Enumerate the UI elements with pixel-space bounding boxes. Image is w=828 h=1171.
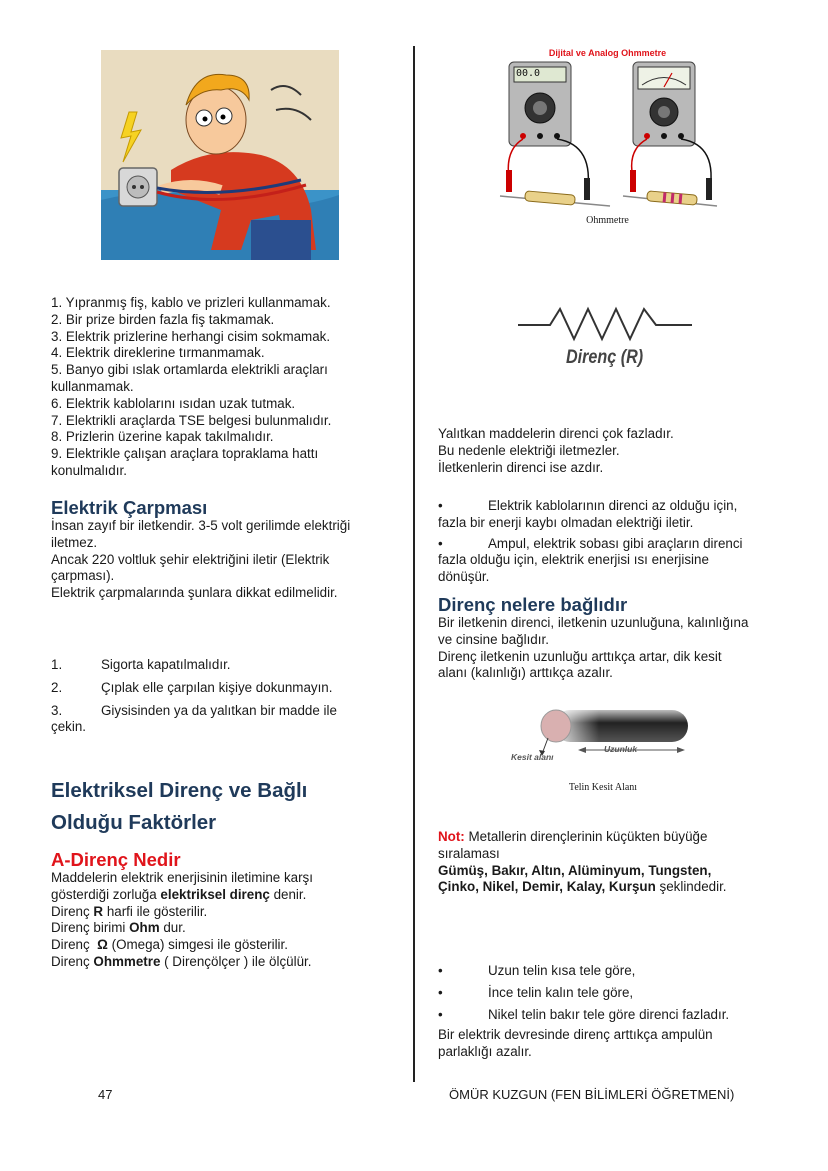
list-text-continuation: fazla olduğu için, elektrik enerjisi ısı enerjisine <box>438 552 709 568</box>
bold-term: Çinko, Nikel, Demir, Kalay, Kurşun <box>438 879 656 895</box>
list-item: 4. Elektrik direklerine tırmanmamak. <box>51 345 265 361</box>
bold-term: elektriksel direnç <box>160 886 270 902</box>
paragraph-line <box>438 863 788 880</box>
paragraph-line: Ancak 220 voltluk şehir elektriğini iletir (Elektrik <box>51 551 330 567</box>
what-is-resistance-heading: A-Direnç Nedir <box>51 849 181 870</box>
list-item: 7. Elektrikli araçlarda TSE belgesi bulunmalıdır. <box>51 412 332 428</box>
paragraph-line: Yalıtkan maddelerin direnci çok fazladır. <box>438 426 674 441</box>
list-number: 2. <box>51 679 63 695</box>
ohmmeter-figure <box>495 48 720 233</box>
list-text: Giysisinden ya da yalıtkan bir madde ile <box>101 702 337 718</box>
text-run: gösterdiği zorluğa <box>51 886 161 902</box>
text-run: Metallerin dirençlerinin küçükten büyüğe <box>464 829 708 844</box>
paragraph-line: İletkenlerin direnci ise azdır. <box>438 459 604 475</box>
text-run: Direnç <box>51 903 94 919</box>
electric-shock-illustration <box>101 50 339 260</box>
section-heading-line: Elektriksel Direnç ve Bağlı <box>51 779 308 802</box>
list-item: 1. Yıpranmış fiş, kablo ve prizleri kullanmamak. <box>51 295 331 310</box>
insulator-text <box>438 426 788 476</box>
conductor-bullets <box>438 498 788 586</box>
resistor-zigzag-icon <box>516 303 696 343</box>
list-item <box>438 498 788 515</box>
paragraph-line: ve cinsine bağlıdır. <box>438 631 549 647</box>
list-number: 1. <box>51 657 63 672</box>
digital-display-readout: 00.0 <box>516 68 541 79</box>
bold-term: Gümüş, Bakır, Altın, Alüminyum, Tungsten, <box>438 862 712 878</box>
paragraph-line: İnsan zayıf bir iletkendir. 3-5 volt gerilimde elektriği <box>51 518 351 533</box>
bold-term: Ohmmetre <box>93 953 161 969</box>
resistor-label: Direnç (R) <box>566 347 644 368</box>
note-block <box>438 829 788 896</box>
list-item: 2. Bir prize birden fazla fiş takmamak. <box>51 311 275 327</box>
list-text: İnce telin kalın tele göre, <box>488 984 634 1000</box>
safety-rules-list <box>51 295 401 480</box>
bullet-marker: • <box>438 498 443 513</box>
list-item: kullanmamak. <box>51 378 134 394</box>
note-label: Not: <box>438 829 465 844</box>
list-text: Ampul, elektrik sobası gibi araçların direnci <box>488 535 743 551</box>
bullet-marker: • <box>438 984 443 1000</box>
ohmmeter-drawing <box>495 60 720 218</box>
list-item: 3. Elektrik prizlerine herhangi cisim sokmamak. <box>51 328 331 344</box>
bold-term: R <box>93 903 104 919</box>
paragraph-line: Bir elektrik devresinde direnç arttıkça ampulün <box>438 1027 713 1043</box>
list-item: 5. Banyo gibi ıslak ortamlarda elektrikli araçları <box>51 362 328 378</box>
resistor-symbol <box>516 303 696 378</box>
list-number: 3. <box>51 702 63 718</box>
paragraph-line: çarpması). <box>51 568 115 584</box>
paragraph-line: Bir iletkenin direnci, iletkenin uzunluğuna, kalınlığına <box>438 615 749 630</box>
bold-term: Ohm <box>129 920 160 936</box>
electric-shock-text <box>51 518 401 602</box>
list-item <box>51 680 401 697</box>
list-item: konulmalıdır. <box>51 462 127 478</box>
paragraph-line: Maddelerin elektrik enerjisinin iletimine karşı <box>51 870 313 885</box>
bullet-marker: • <box>438 963 443 978</box>
wire-caption: Telin Kesit Alanı <box>568 782 638 793</box>
paragraph-line <box>51 954 401 971</box>
text-run: harfi ile gösterilir. <box>103 903 208 919</box>
omega-symbol: Ω <box>97 937 108 953</box>
list-text: Elektrik kablolarının direnci az olduğu için, <box>488 498 738 513</box>
list-item <box>51 703 401 720</box>
ohmmeter-figure-title: Dijital ve Analog Ohmmetre <box>548 48 667 58</box>
ohmmeter-caption: Ohmmetre <box>586 215 629 226</box>
comparison-bullets <box>438 963 788 1061</box>
paragraph-line: Direnç iletkenin uzunluğu arttıkça artar, dik kesit <box>438 648 722 664</box>
list-text-continuation: dönüşür. <box>438 569 490 585</box>
list-item <box>438 1007 788 1024</box>
paragraph-line <box>438 829 788 846</box>
list-text-continuation: çekin. <box>51 719 86 735</box>
paragraph-line: Bu nedenle elektriği iletmezler. <box>438 442 620 458</box>
text-run: denir. <box>269 886 307 902</box>
what-is-resistance-text <box>51 870 401 971</box>
paragraph-line <box>438 879 788 896</box>
bullet-marker: • <box>438 535 443 551</box>
electric-shock-heading: Elektrik Çarpması <box>51 497 208 518</box>
text-run: dur. <box>159 920 186 936</box>
author-footer: ÖMÜR KUZGUN (FEN BİLİMLERİ ÖĞRETMENİ) <box>449 1087 735 1102</box>
list-item: 6. Elektrik kablolarını ısıdan uzak tutmak. <box>51 395 296 411</box>
depends-text <box>438 615 788 682</box>
section-heading <box>51 775 307 839</box>
list-item <box>438 985 788 1002</box>
paragraph-line: iletmez. <box>51 534 98 550</box>
list-text: Sigorta kapatılmalıdır. <box>101 657 231 672</box>
list-item <box>438 536 788 553</box>
paragraph-line <box>51 904 401 921</box>
text-run: Direnç birimi <box>51 920 130 936</box>
list-text-continuation: fazla bir enerji kaybı olmadan elektriği iletir. <box>438 514 694 530</box>
paragraph-line: Elektrik çarpmalarında şunlara dikkat edilmelidir. <box>51 585 338 601</box>
paragraph-line <box>51 887 401 904</box>
page-number: 47 <box>98 1087 113 1102</box>
paragraph-line: alanı (kalınlığı) arttıkça azalır. <box>438 665 613 681</box>
paragraph-line: parlaklığı azalır. <box>438 1044 532 1060</box>
wire-section-label: Kesit alanı <box>511 752 554 762</box>
list-text: Çıplak elle çarpılan kişiye dokunmayın. <box>101 679 333 695</box>
list-item: 9. Elektrikle çalışan araçlara topraklama hattı <box>51 446 319 462</box>
text-run: (Omega) simgesi ile gösterilir. <box>107 937 288 953</box>
list-item <box>438 963 788 980</box>
text-run: ( Dirençölçer ) ile ölçülür. <box>160 953 312 969</box>
electric-shock-cartoon <box>101 50 339 260</box>
list-item: 8. Prizlerin üzerine kapak takılmalıdır. <box>51 429 274 445</box>
list-text: Uzun telin kısa tele göre, <box>488 963 636 978</box>
bullet-marker: • <box>438 1006 443 1022</box>
wire-cross-section-figure <box>508 706 698 796</box>
depends-heading: Direnç nelere bağlıdır <box>438 594 628 615</box>
section-heading-line: Olduğu Faktörler <box>51 811 217 834</box>
paragraph-line <box>51 937 401 954</box>
wire-length-label: Uzunluk <box>604 744 638 754</box>
text-run: şeklindedir. <box>655 879 727 895</box>
column-divider <box>413 46 415 1082</box>
list-item <box>51 657 401 674</box>
paragraph-line: sıralaması <box>438 845 500 861</box>
text-run: Direnç <box>51 937 98 953</box>
paragraph-line <box>51 920 401 937</box>
text-run: Direnç <box>51 953 94 969</box>
shock-steps-list <box>51 657 401 736</box>
list-text: Nikel telin bakır tele göre direnci fazladır. <box>488 1006 730 1022</box>
